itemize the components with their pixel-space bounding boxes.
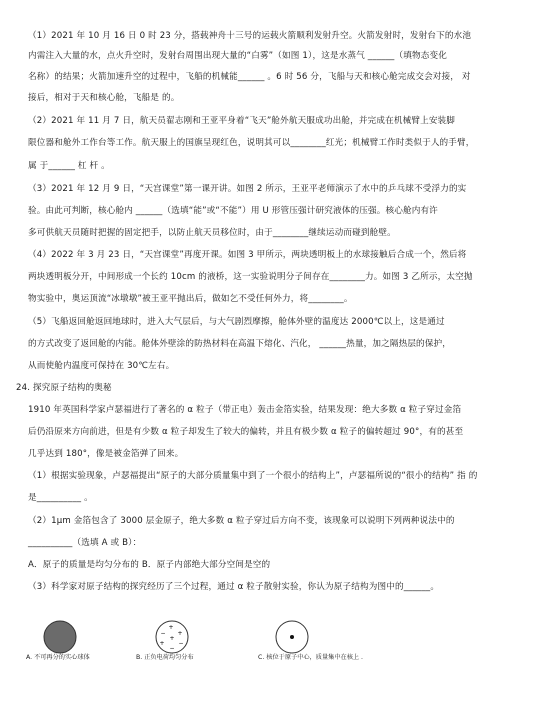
q-part4-line3: 物实验中，奥运顶流“冰墩墩”被王亚平抛出后，做如乞不受任何外力，将________。 xyxy=(28,294,353,304)
q-part3-line1: （3）2021 年 12 月 9 日，“天宫课堂”第一课开讲。如图 2 所示，王亚平老师演示了水中的乒乓球不受浮力的实 xyxy=(28,184,467,194)
question-24-title: 24. 探究原子结构的奥秘 xyxy=(16,383,112,393)
q24-intro-line1: 1910 年英国科学家卢瑟福进行了著名的 α 粒子（带正电）轰击金箔实验，结果发现：绝大多数 α 粒子穿过金箔 xyxy=(28,405,462,415)
q24-intro-line3: 几乎达到 180°，像是被金箔弹了回来。 xyxy=(28,449,184,459)
solid-sphere-shape xyxy=(44,621,76,653)
q24-options: A．原子的质量是均匀分布的 B．原子内部绝大部分空间是空的 xyxy=(28,560,271,570)
figure-c-nuclear-model xyxy=(270,620,314,654)
minus-sign-3: − xyxy=(169,645,175,652)
figure-b-plum-pudding xyxy=(150,620,194,654)
minus-sign-2: − xyxy=(178,640,184,647)
q24-part2-line2: __________（选填 A 或 B）： xyxy=(28,538,142,548)
q-part3-line3: 多可供航天员随时把握的固定把手，以防止航天员移位时，由于________继续运动而碰到舱壁。 xyxy=(28,228,396,238)
q-part5-line2: 的方式改变了返回舱的内能。舱体外壁涂的防热材料在高温下熔化、汽化， ______热量，加之隔热层的保护， xyxy=(28,339,452,349)
q24-part2-line1: （2）1μm 金箔包含了 3000 层金原子，绝大多数 α 粒子穿过后方向不变，该现象可以说明下列两种说法中的 xyxy=(28,516,455,526)
plus-sign-1: + xyxy=(168,624,174,631)
plus-sign-3: + xyxy=(169,635,175,642)
q-part4-line2: 两块透明板分开，中间形成一个长约 10cm 的液桥，这一实验说明分子间存在________力。如图 3 乙所示，太空抛 xyxy=(28,272,473,282)
q24-part1-line1: （1）根据实验现象，卢瑟福提出“原子的大部分质量集中到了一个很小的结构上”，卢瑟福所说的“很小的结构” 指 的 xyxy=(28,471,478,481)
q-part2-line1: （2）2021 年 11 月 7 日，航天员翟志刚和王亚平身着“飞天”舱外航天服成功出舱，并完成在机械臂上安装脚 xyxy=(28,116,456,126)
nucleus-dot xyxy=(290,635,294,639)
q-part1-line4: 接后，相对于天和核心舱，飞船是 的。 xyxy=(28,93,180,103)
figure-a-solid-sphere xyxy=(38,620,82,654)
q-part2-line2: 限位器和舱外工作台等工作。航天服上的国旗呈现红色，说明其可以________红光；机械臂工作时类似于人的手臂， xyxy=(28,138,475,148)
plus-sign-2: + xyxy=(177,630,183,637)
figure-a-caption: A. 不可再分的实心球体 xyxy=(26,654,90,661)
q24-part3-line1: （3）科学家对原子结构的探究经历了三个过程，通过 α 粒子散射实验，你认为原子结构为图中的______。 xyxy=(28,582,440,592)
figure-b-caption: B. 正负电荷均匀分布 xyxy=(136,654,194,661)
q-part1-line2: 内需注入大量的水，点火升空时，发射台周围出现大量的“白雾”（如图 1），这是水蒸气 ______（填物态变化 xyxy=(28,51,447,61)
q-part1-line1: （1）2021 年 10 月 16 日 0 时 23 分，搭载神舟十三号的运载火箭顺利发射升空。火箭发射时，发射台下的水池 xyxy=(28,31,472,41)
q-part2-line3: 属 于______ 杠 杆 。 xyxy=(28,161,110,171)
q-part5-line1: （5）飞船返回舱返回地球时，进入大气层后，与大气剧烈摩擦，舱体外壁的温度达 2000℃以上，这是通过 xyxy=(28,317,445,327)
minus-sign-1: − xyxy=(160,630,166,637)
plus-sign-4: + xyxy=(159,640,165,647)
q-part4-line1: （4）2022 年 3 月 23 日，“天宫课堂”再度开课。如图 3 甲所示，两块透明板上的水球接触后合成一个，然后将 xyxy=(28,250,467,260)
q24-intro-line2: 后仍沿原来方向前进，但是有少数 α 粒子却发生了较大的偏转，并且有极少数 α 粒子的偏转超过 90°，有的甚至 xyxy=(28,427,464,437)
figure-c-caption: C. 核位于原子中心，质量集中在核上 . xyxy=(258,654,363,661)
q-part3-line2: 验。由此可判断，核心舱内 ______（选填“能”或“不能”）用 U 形管压强计研究液体的压强。核心舱内有许 xyxy=(28,206,438,216)
q-part1-line3: 名称）的结果；火箭加速升空的过程中，飞船的机械能______ 。6 时 56 分，飞船与天和核心舱完成交会对接， 对 xyxy=(28,72,471,82)
q24-part1-line2: 是__________ 。 xyxy=(28,493,93,503)
q-part5-line3: 从而使舱内温度可保持在 30℃左右。 xyxy=(28,361,175,371)
